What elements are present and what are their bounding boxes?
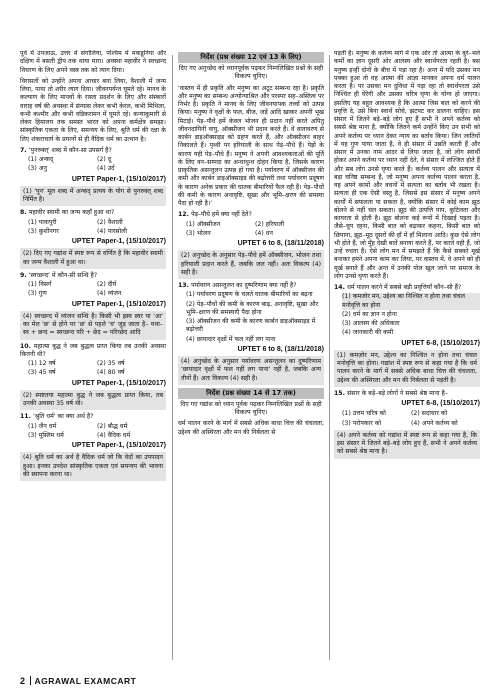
options-14	[334, 293, 480, 337]
option: (4) पारसोली	[97, 227, 127, 235]
column-divider	[172, 55, 173, 660]
section-heading: निर्देश (प्रश्न संख्या 12 एवं 13 के लिए)	[178, 52, 324, 63]
option: (2) दू	[97, 156, 112, 163]
question-12: 12. पेड़–पौधे हमें क्या नहीं देते?	[178, 211, 252, 219]
question-15: 15. संसार के बड़े–बड़े लोगों ने सबसे श्रेष्ठ माना है–	[334, 389, 448, 397]
option: (1) पावापुरी	[28, 218, 57, 226]
answer-explanation: (2) अनुच्छेद के अनुसार पेड़–पौधे हमें ऑक्सीजन, भोजन तथा हरियाली प्रदान करते हैं, जबकि जल नहीं। अतः विकल्प (4) सही है।	[178, 250, 324, 279]
option: (4) छायादार वृक्षों में फल नहीं लग पाना	[186, 335, 276, 343]
option: (3) मुस्लिम धर्म	[28, 431, 64, 439]
option: (2) पेड़–पौधों की कमी के कारण बाढ़, अनावृष्टि, सूखा और भूमि–क्षरण की समस्याएँ पैदा होना	[186, 300, 319, 316]
option: (1) जैन धर्म	[28, 422, 57, 430]
answer-explanation: (4) अपने कर्तव्य को गद्यांश में स्पष्ट रूप से कहा गया है, कि इस संसार में जितने बड़े–बड़े लोग हुए हैं, सभी ने अपने कर्तव्य को सबसे श्रेष्ठ माना है।	[334, 430, 480, 459]
options-9	[20, 281, 166, 299]
column-left	[20, 50, 166, 662]
passage-text: पड़ती है। मनुष्य के कर्तव्य मार्ग में एक ओर तो आत्मा के बुरे–भले कर्मों का ज्ञान दूसरी ओर आलस्य और स्वार्थपरता रहती है। बस मनुष्य इन्हीं दोनों के बीच में पड़ा रहा है। अन्त में यदि उसका मन पक्का हुआ तो वह आत्मा की आज्ञा मानकर अपना धर्म पालन करता है। पर उसका मन दुविधा में पड़ा रहा तो स्वार्थपरता उसे निश्चित ही घेरेगी और उसका चरित्र घृणा के योग्य हो जाएगा। इसलिए यह बहुत आवश्यक है कि आत्मा जिस बात को करने की प्रवृत्ति दे, उसे बिना स्वार्थ सोचे, झटपट कर डालना चाहिए। इस संसार में जितने बड़े–बड़े लोग हुए हैं सभी ने अपने कर्तव्य को सबसे श्रेष्ठ माना है, क्योंकि जितने कर्म उन्होंने किए उन सभी को अपने कर्तव्य पर ध्यान देकर न्याय का बर्ताव किया। जिन जातियों में यह गुण पाया जाता है, वे ही संसार में उन्नति करती हैं और संसार में उनका नाम आदर से लिया जाता है, जो लोग स्वार्थी होकर अपने कर्तव्य पर ध्यान नहीं देते, वे संसार में लज्जित होते हैं और सब लोग उनसे घृणा करते हैं। कर्तव्य पालन और सत्यता में बड़ा घनिष्ठ सम्बन्ध है, जो मनुष्य अपना कर्तव्य पालन करता है, वह अपने कामों और वचनों में सत्यता का बर्ताव भी रखता है। सत्यता ही एक ऐसी वस्तु है, जिससे इस संसार में मनुष्य अपने कार्यों में सफलता पा सकता है, क्योंकि संसार में कोई काम झूठ बोलने से नहीं चल सकता। झूठ की उत्पत्ति पाप, कुटिलता और कायरता से होती है। झूठ बोलना कई रूपों में दिखाई पड़ता है। जैसे–चुप रहना, किसी बात को बढ़ाकर कहना, किसी बात को छिपाना, झूठ–मूठ दूसरों की हाँ में हाँ मिलाना आदि। कुछ ऐसे लोग भी होते हैं, जो मुँह देखी बातें बनाया करते हैं, पर करते वही हैं, जो उन्हें रुचता है। ऐसे लोग मन में समझते हैं कि कैसे सबको मूर्ख बनाकर हमने अपना काम कर लिया, पर वास्तव में, वे अपने को ही मूर्ख बनाते हैं और अन्त में उनकी पोल खुल जाने पर समाज के लोग उनसे घृणा करते हैं।	[334, 50, 480, 280]
option: (3) गुण	[28, 290, 47, 298]
column-divider	[329, 55, 330, 660]
exam-source: UPTET Paper-1, (15/10/2017)	[71, 379, 166, 387]
answer-explanation: (2) दिए गए गद्यांश में स्पष्ट रूप से वर्णित है कि महावीर स्वामी का जन्म वैशाली में हुआ था।	[20, 248, 166, 269]
option: (3) कुशीनगर	[28, 227, 59, 235]
question-10: 10. महात्मा बुद्ध ने जब बुद्धत्व प्राप्त किया तब उनकी अवस्था कितनी थी?	[20, 342, 166, 358]
option: (4) 80 वर्ष	[97, 369, 125, 377]
options-15	[334, 410, 480, 428]
options-12	[178, 221, 324, 239]
option: (4) व्यंजन	[97, 290, 122, 298]
option: (1) अन्कद्	[28, 156, 54, 163]
answer-explanation: (4) स्वच्छन्द में व्यंजन सन्धि है। किसी भी ह्रस्व स्वर या 'आ' का मेल 'छ' से होने पर 'छ' से पहले 'च' जुड़ जाता है– यथा– स्व + छन्द = स्वच्छन्द परि + छेद = परिच्छेद आदि	[20, 311, 166, 340]
answer-explanation: (4) श्रुति धर्म का अर्थ है वैदिक धर्म जो कि वेदों का उपपादन हुआ। इनका उपदेश सांस्कृतिक एकता एवं समन्वय की भावना की स्थापना करना था।	[20, 452, 166, 481]
options-11	[20, 423, 166, 441]
question-8: 8. महावीर स्वामी का जन्म कहाँ हुआ था?	[20, 209, 115, 217]
option-highlighted: (1) कमजोर मन, उद्देश्य का निश्चित न होना तथा चंचल मनोवृत्ति का होना	[342, 293, 480, 310]
option: (4) उर्द	[97, 165, 115, 173]
exam-source: UPTET 6 to 8, (18/11/2018)	[237, 240, 324, 248]
instruction-text: दिए गए अनुच्छेद को ध्यानपूर्वक पढ़कर निम्नलिखित प्रश्नों के सही विकल्प चुनिए।	[178, 65, 324, 81]
answer-explanation: (4) अनुच्छेद के अनुसार पर्यावरण असन्तुलन का दुष्परिणाम 'छायादार वृक्षों में फल नहीं लग पाना' नहीं है, जबकि अन्य तीनों हैं। अतः विकल्प (4) सही है।	[178, 356, 324, 385]
option: (3) भोजन	[186, 229, 211, 237]
option: (2) 35 वर्ष	[97, 360, 125, 368]
passage-text: 'वास्तव में ही प्रकृति और मनुष्य का अटूट सम्बन्ध रहा है। प्रकृति और मनुष्य का सम्बन्ध अन्योन्याश्रित और परस्पर सह–अस्तित्व पर निर्भर है। प्रकृति ने मानव के लिए जीवनयापक तत्त्वों को उत्पन्न किया। मनुष्य ने वृक्षों के फल, बीज, जड़ें आदि खाकर अपनी भूख मिटाई। पेड़–पौधे हमें केवल भोजन ही प्रदान नहीं करते अपितु जीवनदायिनी वायु, ऑक्सीजन भी प्रदान करते हैं। वे वातावरण से कार्बन डाइऑक्साइड को ग्रहण करते हैं, और ऑक्सीजन बाहर निकालते हैं। पृथ्वी पर हरियाली के साथ पेड़–पौधे हैं। पेड़ों के कारण यही पेड़–पौधे हैं। मनुष्य ने अपनी आवश्यकताओं की पूर्ति के लिए वन–सम्पदा का अन्धाधुन्ध दोहन किया है, जिसके कारण प्राकृतिक असन्तुलन उत्पन्न हो गया है। पर्यावरण में ऑक्सीजन की कमी और कार्बन डाइऑक्साइड की बढ़ोत्तरी तथा पर्यावरण प्रदूषण के कारण अनेक प्रकार की घातक बीमारियों फैल रही हैं। पेड़–पौधों की कमी के कारण अनावृष्टि, सूखा और भूमि–क्षरण की समस्या पैदा हो रही है।'	[178, 84, 324, 208]
option: (1) 12 वर्ष	[28, 360, 56, 368]
option: (2) हरियाली	[255, 220, 285, 228]
question-14: 14. धर्म पालन करने में सबसे बड़ी प्रवृत्तियाँ कौन–सी हैं?	[334, 284, 462, 291]
answer-explanation: (2) स्पष्टतया महात्मा बुद्ध ने जब बुद्धत्व प्राप्त किया, तब उनकी अवस्था 35 वर्ष थी।	[20, 390, 166, 411]
exam-source: UPTET Paper-1, (15/10/2017)	[71, 442, 166, 450]
section-heading: निर्देश (प्रश्न संख्या 14 से 17 तक)	[178, 388, 324, 399]
options-10	[20, 360, 166, 378]
option: (1) विसर्ग	[28, 281, 52, 289]
page-number: 2	[20, 676, 26, 686]
options-8	[20, 219, 166, 237]
question-11: 11. 'श्रुति धर्म' का क्या अर्थ है?	[20, 413, 94, 421]
exam-source: UPTET Paper-1, (15/10/2017)	[71, 238, 166, 246]
column-right	[334, 50, 480, 662]
option: (2) बौद्ध धर्म	[97, 422, 128, 430]
option: (3) परोपकार को	[342, 419, 382, 427]
column-middle	[178, 50, 324, 662]
option: (1) ऑक्सीजन	[186, 220, 221, 228]
option: (4) जानकारी की कमी	[342, 329, 394, 337]
option: (3) ऑक्सीजन की कमी के कारण कार्बन डाइऑक्साइड में बढ़ोत्तरी	[186, 318, 316, 334]
exam-source: UPTET 6 to 8, (18/11/2018)	[237, 345, 324, 353]
exam-source: UPTET 6-8, (15/10/2017)	[401, 400, 480, 408]
option: (4) धन	[255, 229, 273, 237]
option: (3) 45 वर्ष	[28, 369, 56, 377]
option: (4) अपने कर्तव्य को	[411, 419, 458, 427]
brand-name: AGRAWAL EXAMCART	[34, 676, 137, 686]
question-9: 9. 'स्वच्छन्द' में कौन-सी सन्धि है?	[20, 271, 98, 279]
option: (2) वैशाली	[97, 218, 123, 226]
exam-source: UPTET 6-8, (15/10/2017)	[401, 339, 480, 347]
passage-text: पूर्व में उपजाऊ, उत्तर में संगोलिया, पश्चिम में मकडूनिया और दक्षिण में बसती द्वीप तक थाया मारा। अवस्था महावीर ने स्वच्छन्द विचरण के लिए अपने वस्त्र तक को त्याग दिया।	[20, 50, 166, 74]
options-13	[178, 291, 324, 344]
option: (3) आलस्य की अधिकता	[342, 320, 400, 327]
option: (2) दीर्घ	[97, 281, 117, 289]
passage-text: धर्म पालन करने के मार्ग में सबसे अधिक बाधा चित्त की चंचलता, उद्देश्य की अस्थिरता और मन की निर्बलता से	[178, 420, 324, 436]
page-footer	[20, 676, 480, 690]
option: (1) उत्तम चरित्र को	[342, 410, 386, 418]
exam-source: UPTET Paper-1, (15/10/2017)	[71, 300, 166, 308]
answer-explanation: (1) कमज़ोर मन, उद्देश्य का निश्चित न होना तथा चंचल मनोवृत्ति का होना। गद्यांश में स्पष्ट रूप से कहा गया है कि धर्म पालन करने के मार्ग में सबसे अधिक बाधा चित्त की चंचलता, उद्देश्य की अस्थिरता और मन की निर्बलता से पड़ती है।	[334, 350, 480, 387]
answer-explanation: (1) 'पुन' मूल शब्द में अन्कद्‌ प्रत्यय के योग से पुनरुक्त्‌ शब्द निर्मित है।	[20, 186, 166, 207]
option: (4) वैदिक धर्म	[97, 431, 131, 439]
footer-divider	[30, 676, 31, 685]
options-7	[20, 156, 166, 174]
option: (3) अनु	[28, 165, 47, 173]
question-7: 7. 'पुनरुक्त्' शब्द में कौन-सा उपसर्ग है?	[20, 146, 112, 154]
option: (2) सदाचार को	[411, 410, 448, 418]
instruction-text: दिए गए गद्यांश को ध्यान पूर्वक पढ़कर निम्नलिखित प्रश्नों के सही विकल्प चुनिए।	[180, 400, 322, 417]
exam-source: UPTET Paper-1, (15/10/2017)	[71, 175, 166, 183]
option: (2) धर्म का ज्ञान न होना	[342, 310, 397, 318]
passage-text: विरासतों को उन्होंने अपना आचार बना लिया, वैशाली में जन्म लिया, पाया तो शरीर त्याग दिया। जीवनपर्यन्त घूमते रहे। मानव के कल्याण के लिए मानवों के रास्ता प्रदर्शन के लिए और संस्कारों वाराह वर्ष की अवस्था में संन्यास लेकर कभी केरल, कभी मिथिला, कभी कश्मीर और कभी वडिकरामन में घूमते रहे। कन्याकुमारी से लेकर हिमालय तक समस्त भारत को अपना कर्मक्षेत्र समझा। सांस्कृतिक एकता के लिए, समन्वय के लिए, श्रुति धर्म की रक्षा के लिए शंकराचार्य के प्रयत्नों से ही वैदिक धर्म का उत्थान है।	[20, 77, 166, 143]
question-13: 13. पर्यावरण असन्तुलन का दुष्परिणाम क्या नहीं है?	[178, 282, 297, 290]
option: (1) पर्यावरण प्रदूषण के चलते घातक बीमारियों का बढ़ना	[186, 291, 313, 299]
